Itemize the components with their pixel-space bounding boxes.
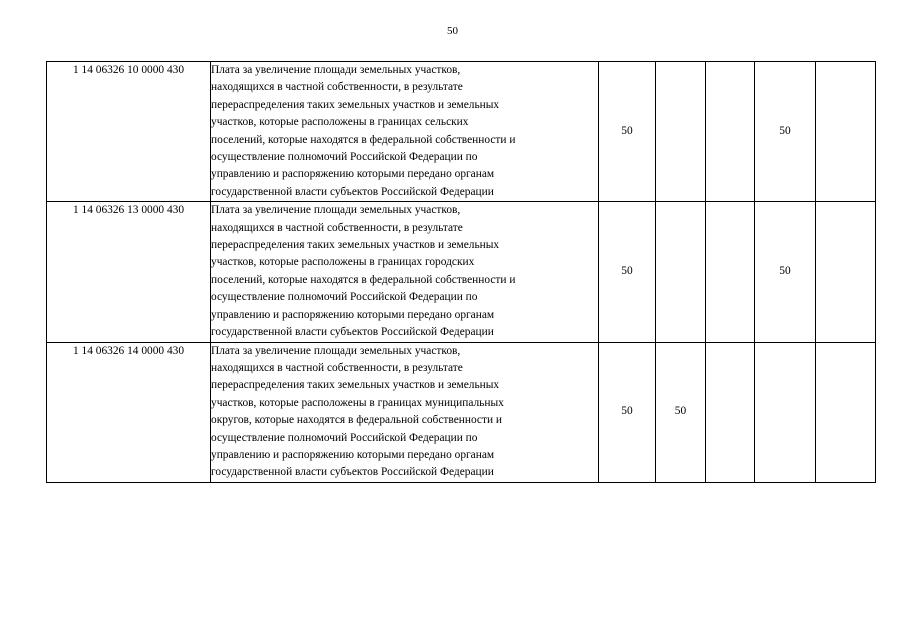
table-row bbox=[47, 202, 876, 342]
description-line: участков, которые расположены в границах сельских bbox=[211, 116, 469, 129]
revenue-description bbox=[211, 62, 599, 202]
revenue-code: 1 14 06326 14 0000 430 bbox=[47, 342, 211, 482]
revenue-description bbox=[211, 202, 599, 342]
revenue-table bbox=[46, 61, 876, 483]
description-line: округов, которые находятся в федеральной собственности и bbox=[211, 414, 502, 427]
value-cell: 50 bbox=[656, 342, 706, 482]
value-cell bbox=[706, 342, 755, 482]
description-line: поселений, которые находятся в федеральной собственности и bbox=[211, 133, 516, 146]
value-cell bbox=[755, 342, 816, 482]
table-row bbox=[47, 62, 876, 202]
revenue-code: 1 14 06326 10 0000 430 bbox=[47, 62, 211, 202]
table-body bbox=[47, 62, 876, 483]
value-cell: 50 bbox=[755, 62, 816, 202]
value-cell bbox=[706, 202, 755, 342]
description-line: осуществление полномочий Российской Федерации по bbox=[211, 151, 478, 164]
description-line: перераспределения таких земельных участков и земельных bbox=[211, 98, 500, 111]
value-cell: 50 bbox=[599, 62, 656, 202]
description-line: осуществление полномочий Российской Федерации по bbox=[211, 431, 478, 444]
value-cell: 50 bbox=[599, 202, 656, 342]
table-row bbox=[47, 342, 876, 482]
description-line: управлению и распоряжению которыми передано органам bbox=[211, 308, 495, 321]
value-cell bbox=[816, 202, 876, 342]
value-cell bbox=[816, 342, 876, 482]
description-line: Плата за увеличение площади земельных участков, bbox=[211, 344, 461, 357]
value-cell bbox=[706, 62, 755, 202]
value-cell: 50 bbox=[755, 202, 816, 342]
value-cell bbox=[656, 62, 706, 202]
description-line: Плата за увеличение площади земельных участков, bbox=[211, 64, 461, 76]
description-line: находящихся в частной собственности, в результате bbox=[211, 361, 463, 374]
description-line: перераспределения таких земельных участков и земельных bbox=[211, 379, 500, 392]
description-line: находящихся в частной собственности, в результате bbox=[211, 81, 463, 94]
description-line: государственной власти субъектов Российской Федерации bbox=[211, 185, 494, 198]
description-line: участков, которые расположены в границах городских bbox=[211, 256, 475, 269]
description-line: перераспределения таких земельных участков и земельных bbox=[211, 239, 500, 252]
description-line: участков, которые расположены в границах муниципальных bbox=[211, 396, 504, 409]
description-line: осуществление полномочий Российской Федерации по bbox=[211, 291, 478, 304]
revenue-code: 1 14 06326 13 0000 430 bbox=[47, 202, 211, 342]
revenue-description bbox=[211, 342, 599, 482]
value-cell: 50 bbox=[599, 342, 656, 482]
description-line: государственной власти субъектов Российской Федерации bbox=[211, 466, 494, 479]
value-cell bbox=[656, 202, 706, 342]
page-number: 50 bbox=[447, 25, 458, 37]
description-line: государственной власти субъектов Российской Федерации bbox=[211, 326, 494, 339]
description-line: поселений, которые находятся в федеральной собственности и bbox=[211, 273, 516, 286]
description-line: находящихся в частной собственности, в результате bbox=[211, 221, 463, 234]
description-line: Плата за увеличение площади земельных участков, bbox=[211, 204, 461, 217]
value-cell bbox=[816, 62, 876, 202]
description-line: управлению и распоряжению которыми передано органам bbox=[211, 448, 495, 461]
description-line: управлению и распоряжению которыми передано органам bbox=[211, 168, 495, 181]
